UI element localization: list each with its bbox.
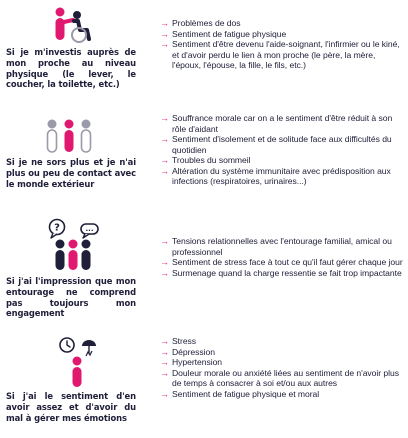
arrow-right-icon: → <box>160 346 169 357</box>
list-item: → Souffrance morale car on a le sentiment d'être réduit à son rôle d'aidant <box>160 113 393 134</box>
speech-bubbles-people-icon <box>40 218 106 272</box>
arrow-right-icon: → <box>160 18 169 28</box>
bubble-dots: ... <box>85 225 94 233</box>
arrow-right-icon: → <box>160 155 169 165</box>
list-item: → Surmenage quand la charge ressentie se fait trop impactante <box>160 267 402 278</box>
arrow-right-icon: → <box>160 113 169 123</box>
consequence-list <box>160 113 404 187</box>
arrow-right-icon: → <box>160 39 169 49</box>
bubble-question-mark: ? <box>54 222 60 234</box>
list-item: → Sentiment de fatigue physique et moral <box>160 388 320 399</box>
list-item: → Sentiment d'être devenu l'aide-soignant, l'infirmier ou le kiné, et d'avoir perdu le lien à mon proche (le père, la mère, l'époux, l'épouse, la fille, le fils, etc.) <box>160 39 400 70</box>
section-title: Si je ne sors plus et je n'ai plus ou peu de contact avec le monde extérieur <box>6 157 136 189</box>
list-item: → Troubles du sommeil <box>160 155 251 165</box>
arrow-right-icon: → <box>160 236 169 246</box>
arrow-right-icon: → <box>160 357 169 367</box>
arrow-right-icon: → <box>160 134 169 144</box>
list-item: → Sentiment d'isolement et de solitude face aux difficultés du quotidien <box>160 134 392 155</box>
consequence-list <box>160 18 404 71</box>
caregiver-wheelchair-icon <box>40 6 98 44</box>
section-title: Si j'ai l'impression que mon entourage ne comprend pas toujours mon engagement <box>6 276 136 319</box>
list-item: → Problèmes de dos <box>160 18 241 28</box>
list-item: → Sentiment de stress face à tout ce qu'il faut gérer chaque jour <box>160 257 403 267</box>
arrow-right-icon: → <box>160 267 169 278</box>
arrow-right-icon: → <box>160 28 169 39</box>
list-item: → Dépression <box>160 346 215 357</box>
stressed-person-icon <box>55 335 105 389</box>
section-title: Si j'ai le sentiment d'en avoir assez et d'avoir du mal à gérer mes émotions <box>6 391 136 423</box>
arrow-right-icon: → <box>160 367 169 378</box>
list-item: → Stress <box>160 336 197 346</box>
list-item: → Sentiment de fatigue physique <box>160 28 287 39</box>
arrow-right-icon: → <box>160 388 169 399</box>
arrow-right-icon: → <box>160 257 169 267</box>
consequence-list <box>160 336 404 399</box>
list-item: → Altération du système immunitaire avec prédisposition aux infections (respiratoires, urinaires...) <box>160 165 391 186</box>
list-item: → Douleur morale ou anxiété liées au sentiment de n'avoir plus de temps à consacrer à soi et/ou aux autres <box>160 367 399 388</box>
section-title: Si je m'investis auprès de mon proche au niveau physique (le lever, le coucher, la toilette, etc.) <box>6 47 136 90</box>
consequence-list <box>160 236 404 278</box>
list-item: → Hypertension <box>160 357 223 367</box>
arrow-right-icon: → <box>160 165 169 176</box>
isolated-people-icon <box>42 118 96 154</box>
list-item: → Tensions relationnelles avec l'entourage familial, amical ou professionnel <box>160 236 392 257</box>
arrow-right-icon: → <box>160 336 169 346</box>
